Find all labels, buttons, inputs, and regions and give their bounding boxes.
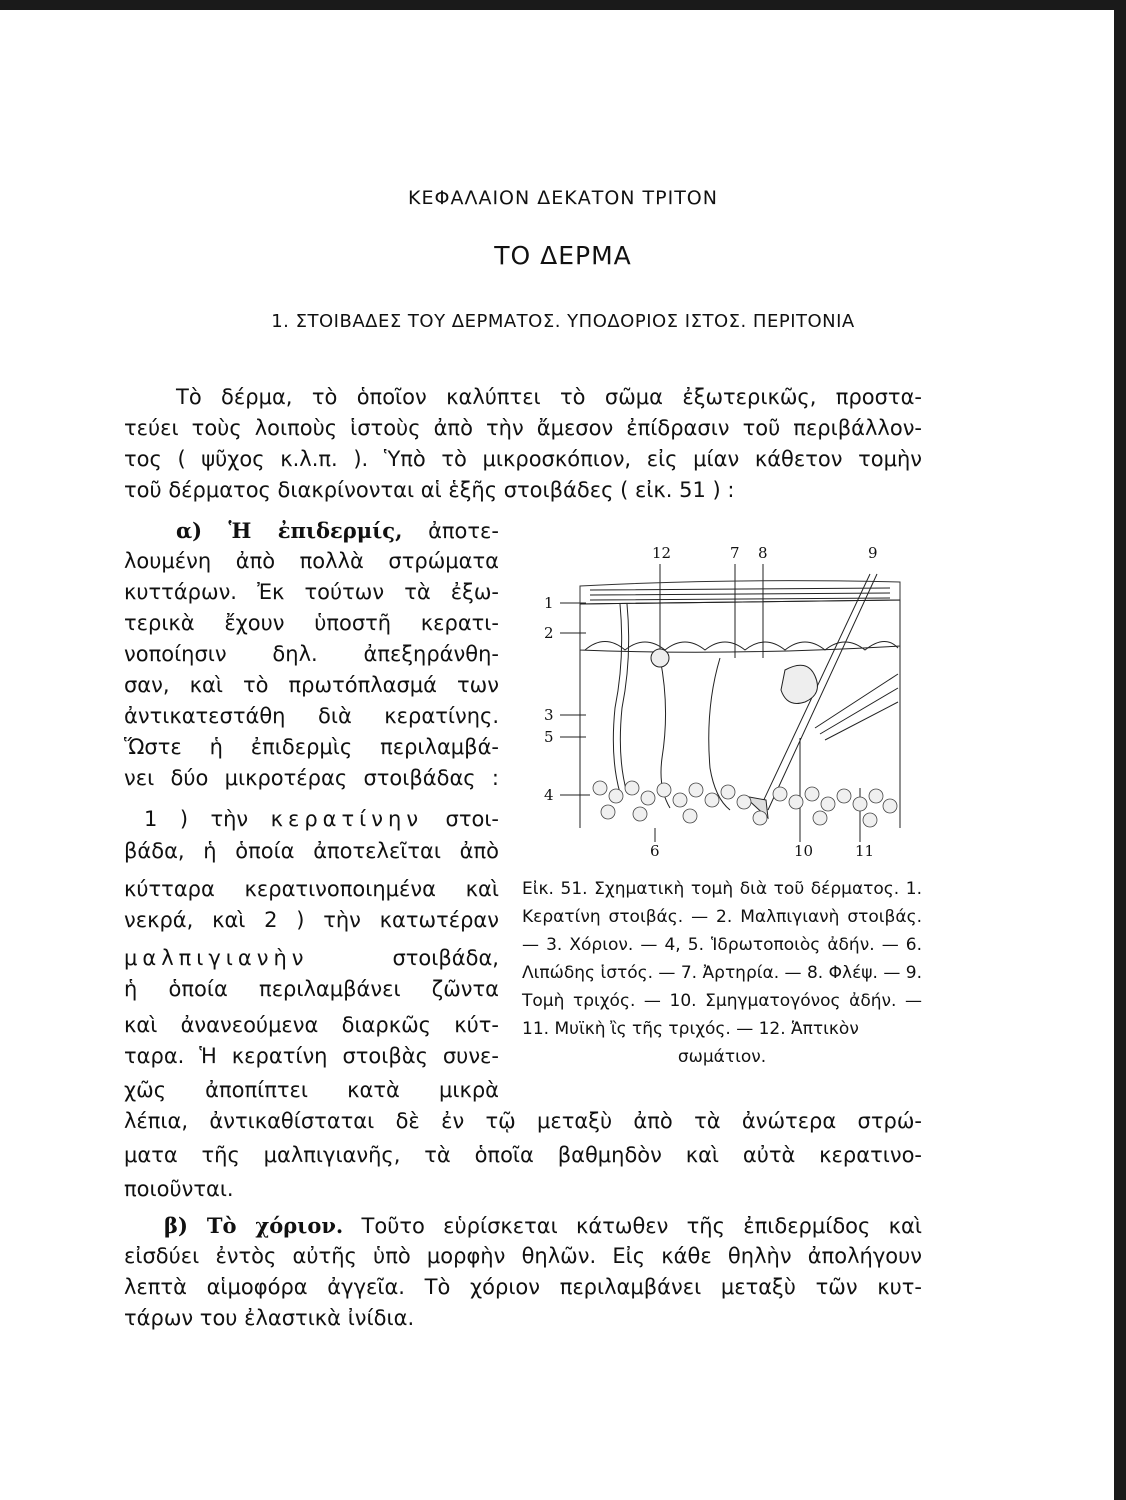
term-keratin: κερατίνην (270, 807, 424, 831)
figure-caption-text: Εἰκ. 51. Σχηματικὴ τομὴ διὰ τοῦ δέρματος. 1. Κερατίνη στοιβάς. — 2. Μαλπιγιανὴ στοιβάς. — 3. Χόριον. — 4, 5. Ἱδρωτοποιὸς ἀδήν. — 6. Λιπώδης ἱστός. — 7. Ἀρτηρία. — 8. Φλέψ. — 9. Τομὴ τριχός. — 10. Σμηγματογόνος ἀδήν. — 11. Μυϊκὴ ἲς τῆς τριχός. — 12. Ἁπτικὸν (522, 879, 922, 1039)
epidermis-line-1-rest: ἀποτε- (402, 519, 499, 543)
epidermis-line-11: βάδα, ἡ ὁποία ἀποτελεῖται ἀπὸ (124, 839, 499, 863)
epidermis-line-20: ματα τῆς μαλπιγιανῆς, τὰ ὁποῖα βαθμηδὸν καὶ αὐτὰ κερατινο- (124, 1143, 922, 1167)
label-3: 3 (544, 706, 554, 724)
figure-caption (522, 875, 922, 1071)
epidermis-line-14 (124, 943, 499, 974)
intro-line-4: τοῦ δέρματος διακρίνονται αἱ ἑξῆς στοιβάδες ( εἰκ. 51 ) : (124, 478, 735, 502)
epidermis-line-17: ταρα. Ἡ κερατίνη στοιβὰς συνε- (124, 1044, 499, 1068)
epidermis-line-5: νοποίησιν δηλ. ἀπεξηράνθη- (124, 642, 499, 666)
intro-line-3: τος ( ψῦχος κ.λ.π. ). Ὑπὸ τὸ μικροσκόπιον, εἰς μίαν κάθετον τομὴν (124, 447, 922, 471)
epidermis-item-1: 1 ) τὴν (144, 807, 249, 831)
epidermis-line-16: καὶ ἀνανεούμενα διαρκῶς κύτ- (124, 1013, 499, 1037)
chorion-line-3: λεπτὰ αἱμοφόρα ἀγγεῖα. Τὸ χόριον περιλαμβάνει μεταξὺ τῶν κυτ- (124, 1275, 922, 1299)
epidermis-line-21: ποιοῦνται. (124, 1177, 234, 1201)
label-7: 7 (730, 544, 740, 562)
epidermis-line-19: λέπια, ἀντικαθίσταται δὲ ἐν τῷ μεταξὺ ἀπὸ τὰ ἀνώτερα στρώ- (124, 1109, 922, 1133)
skin-section-diagram (530, 538, 930, 858)
label-12: 12 (652, 544, 672, 562)
intro-line-1: Τὸ δέρμα, τὸ ὁποῖον καλύπτει τὸ σῶμα ἐξωτερικῶς, προστα- (176, 385, 922, 409)
label-9: 9 (868, 544, 878, 562)
epidermis-line-12: κύτταρα κερατινοποιημένα καὶ (124, 877, 499, 901)
scan-top-border (0, 0, 1126, 10)
epidermis-line-10-end: στοι- (445, 807, 499, 831)
chapter-heading: ΚΕΦΑΛΑΙΟΝ ΔΕΚΑΤΟΝ ΤΡΙΤΟΝ (408, 187, 718, 209)
label-11: 11 (855, 842, 875, 858)
figure-caption-end: σωμάτιον. (677, 1047, 767, 1067)
epidermis-line-6: σαν, καὶ τὸ πρωτόπλασμά των (124, 673, 499, 697)
epidermis-line-2: λουμένη ἀπὸ πολλὰ στρώματα (124, 549, 499, 573)
term-malpighian: μαλπιγιανὴν (124, 946, 309, 970)
epidermis-label: α) Ἡ ἐπιδερμίς, (176, 518, 403, 543)
page-title: ΤΟ ΔΕΡΜΑ (494, 241, 632, 270)
epidermis-line-1 (124, 515, 499, 547)
skin-section-figure (530, 538, 930, 858)
epidermis-line-9: νει δύο μικροτέρας στοιβάδας : (124, 766, 499, 790)
label-1: 1 (544, 594, 554, 612)
label-4: 4 (544, 786, 554, 804)
epidermis-line-10 (124, 804, 499, 835)
epidermis-line-15: ἡ ὁποία περιλαμβάνει ζῶντα (124, 977, 499, 1001)
label-6: 6 (650, 842, 660, 858)
chorion-label: β) Τὸ χόριον. (164, 1213, 344, 1238)
label-8: 8 (758, 544, 768, 562)
epidermis-line-3: κυττάρων. Ἐκ τούτων τὰ ἐξω- (124, 580, 499, 604)
epidermis-line-8: Ὥστε ἡ ἐπιδερμὶς περιλαμβά- (124, 735, 499, 759)
intro-line-2: τεύει τοὺς λοιποὺς ἱστοὺς ἀπὸ τὴν ἄμεσον ἐπίδρασιν τοῦ περιβάλλον- (124, 416, 922, 440)
scan-right-border (1114, 0, 1126, 1500)
epidermis-line-7: ἀντικατεστάθη διὰ κερατίνης. (124, 704, 499, 728)
label-5: 5 (544, 728, 554, 746)
label-2: 2 (544, 624, 554, 642)
chorion-line-2: εἰσδύει ἐντὸς αὐτῆς ὑπὸ μορφὴν θηλῶν. Εἰς κάθε θηλὴν ἀπολήγουν (124, 1244, 922, 1268)
chorion-line-1 (124, 1210, 922, 1242)
epidermis-line-4: τερικὰ ἔχουν ὑποστῆ κερατι- (124, 611, 499, 635)
epidermis-line-14-end: στοιβάδα, (392, 946, 499, 970)
epidermis-line-13: νεκρά, καὶ 2 ) τὴν κατωτέραν (124, 908, 499, 932)
label-10: 10 (794, 842, 814, 858)
chorion-line-1-rest: Τοῦτο εὑρίσκεται κάτωθεν τῆς ἐπιδερμίδος καὶ (343, 1214, 922, 1238)
section-heading: 1. ΣΤΟΙΒΑΔΕΣ ΤΟΥ ΔΕΡΜΑΤΟΣ. ΥΠΟΔΟΡΙΟΣ ΙΣΤΟΣ. ΠΕΡΙΤΟΝΙΑ (271, 311, 855, 332)
chorion-line-4: τάρων του ἐλαστικὰ ἰνίδια. (124, 1306, 415, 1330)
epidermis-line-18: χῶς ἀποπίπτει κατὰ μικρὰ (124, 1078, 499, 1102)
